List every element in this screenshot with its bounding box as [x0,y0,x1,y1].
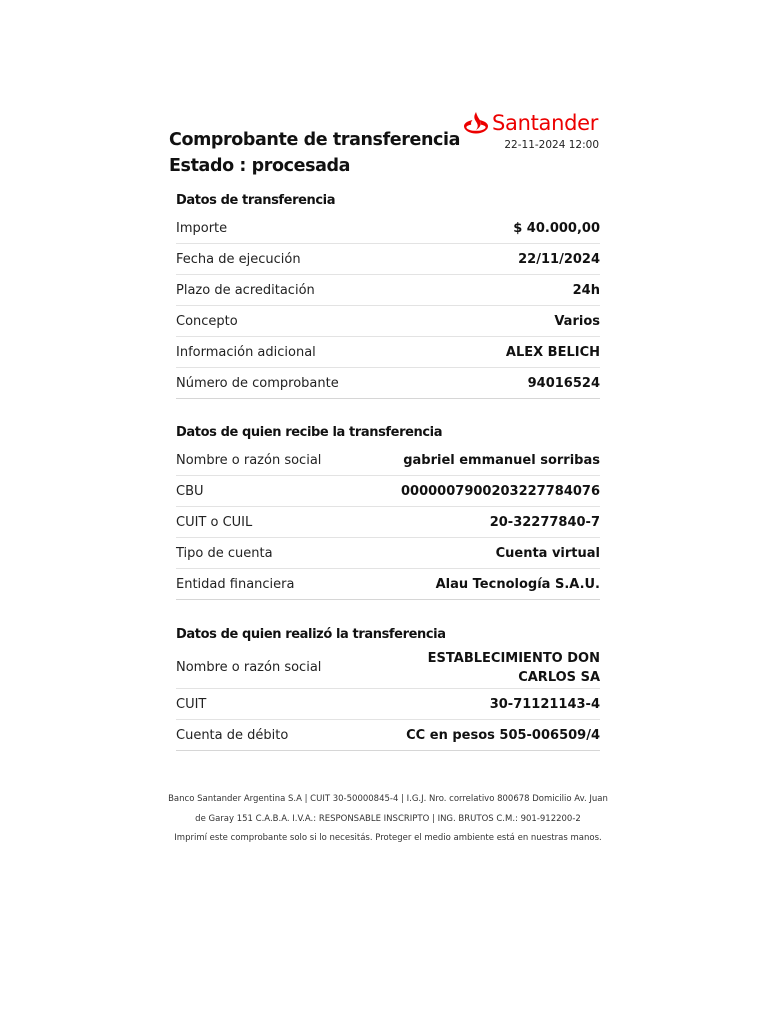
issue-datetime: 22-11-2024 12:00 [504,139,599,151]
page-title: Comprobante de transferencia [169,130,460,150]
table-row [176,368,600,399]
recipient-section [176,421,600,600]
row-label: Importe [176,220,228,236]
row-label: CBU [176,483,204,499]
row-label: Nombre o razón social [176,660,322,675]
table-row [176,476,600,507]
row-label: CUIT o CUIL [176,514,253,530]
table-row [176,647,600,689]
row-value: 0000007900203227784076 [401,483,600,499]
row-value: 30-71121143-4 [489,696,600,712]
section-title: Datos de quien realizó la transferencia [176,627,446,642]
row-value: ESTABLECIMIENTO DON CARLOS SA [427,650,600,685]
brand-name: Santander [492,111,599,135]
row-label: Nombre o razón social [176,452,322,468]
section-title: Datos de transferencia [176,193,336,208]
row-value: 24h [572,282,600,298]
transfer-section [176,189,600,399]
row-value: 22/11/2024 [518,251,600,267]
row-value: ALEX BELICH [505,344,600,360]
row-label: Concepto [176,313,238,329]
status-label: Estado : procesada [169,156,351,176]
table-row [176,538,600,569]
flame-icon [463,111,489,135]
row-value: gabriel emmanuel sorribas [403,452,600,468]
row-label: Plazo de acreditación [176,282,315,298]
row-label: Información adicional [176,344,316,360]
row-label: Entidad financiera [176,576,295,592]
table-row [176,569,600,600]
row-label: Número de comprobante [176,375,339,391]
legal-footer [168,790,608,849]
environment-note: Imprimí este comprobante solo si lo necesitás. Proteger el medio ambiente está en nuestras manos. [174,833,602,843]
row-label: Cuenta de débito [176,727,289,743]
table-row [176,507,600,538]
row-value: Cuenta virtual [495,545,600,561]
row-value: 20-32277840-7 [489,514,600,530]
row-value: CC en pesos 505-006509/4 [406,727,600,743]
row-label: Fecha de ejecución [176,251,301,267]
santander-logo [463,108,605,138]
row-value: $ 40.000,00 [513,220,600,236]
bank-legal-text: Banco Santander Argentina S.A | CUIT 30-50000845-4 | I.G.J. Nro. correlativo 800678 Domicilio Av. Juan de Garay 151 C.A.B.A. I.V.A.: RESPONSABLE INSCRIPTO | ING. BRUTOS C.M.: 901-912200-2 [168,794,608,824]
row-label: CUIT [176,696,207,712]
table-row [176,445,600,476]
table-row [176,689,600,720]
table-row [176,275,600,306]
section-title: Datos de quien recibe la transferencia [176,425,443,440]
row-label: Tipo de cuenta [176,545,273,561]
row-value: Varios [554,313,600,329]
row-value: Alau Tecnología S.A.U. [435,576,600,592]
table-row [176,244,600,275]
table-row [176,306,600,337]
table-row [176,213,600,244]
sender-section [176,623,600,751]
row-value: 94016524 [527,375,600,391]
table-row [176,720,600,751]
table-row [176,337,600,368]
